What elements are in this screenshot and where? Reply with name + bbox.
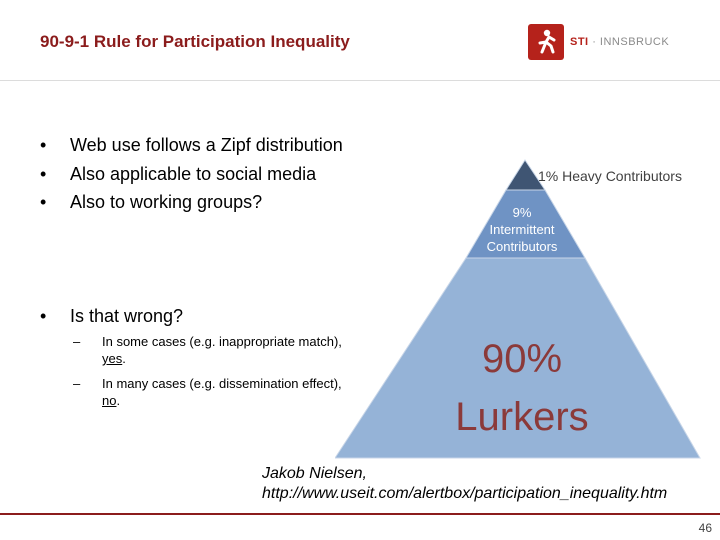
bullet-item: • Also to working groups?	[40, 188, 343, 217]
intermittent-percent: 9%	[512, 205, 532, 220]
sti-innsbruck-logo	[528, 24, 678, 60]
runner-icon	[528, 24, 564, 60]
participation-pyramid	[335, 150, 720, 462]
logo-separator: ·	[592, 36, 597, 48]
source-credit	[262, 464, 667, 504]
sub-bullet-yes: – In some cases (e.g. inappropriate match), yes.	[73, 334, 342, 366]
slide-title: 90-9-1 Rule for Participation Inequality	[40, 32, 350, 51]
intermittent-label-2: Contributors	[486, 239, 558, 254]
sub-bullet-text: In many cases (e.g. dissemination effect),	[102, 376, 342, 391]
page-number: 46	[698, 521, 712, 535]
bullet-item: • Also applicable to social media	[40, 160, 343, 189]
lurkers-percent: 90%	[481, 337, 563, 381]
sub-bullet-text: In some cases (e.g. inappropriate match),	[102, 334, 342, 349]
header-divider	[0, 80, 720, 81]
heavy-label: 1% Heavy Contributors	[538, 168, 682, 184]
question-list	[40, 304, 183, 328]
logo-location: INNSBRUCK	[599, 36, 670, 48]
logo-wordmark	[570, 36, 669, 48]
intermittent-label-1: Intermittent	[489, 222, 555, 237]
sub-bullet-no: – In many cases (e.g. dissemination effect), no.	[73, 376, 342, 408]
logo-brand: STI	[570, 36, 589, 48]
sub-bullet-emphasis: yes	[102, 351, 123, 366]
sub-bullet-emphasis: no	[102, 393, 117, 408]
footer-divider	[0, 513, 720, 515]
credit-author: Jakob Nielsen,	[262, 465, 367, 482]
bullet-list	[40, 131, 343, 217]
question-bullet: • Is that wrong?	[40, 304, 183, 328]
bullet-item: • Web use follows a Zipf distribution	[40, 131, 343, 160]
credit-url: http://www.useit.com/alertbox/participation_inequality.htm	[262, 485, 668, 502]
lurkers-label: Lurkers	[455, 395, 589, 439]
